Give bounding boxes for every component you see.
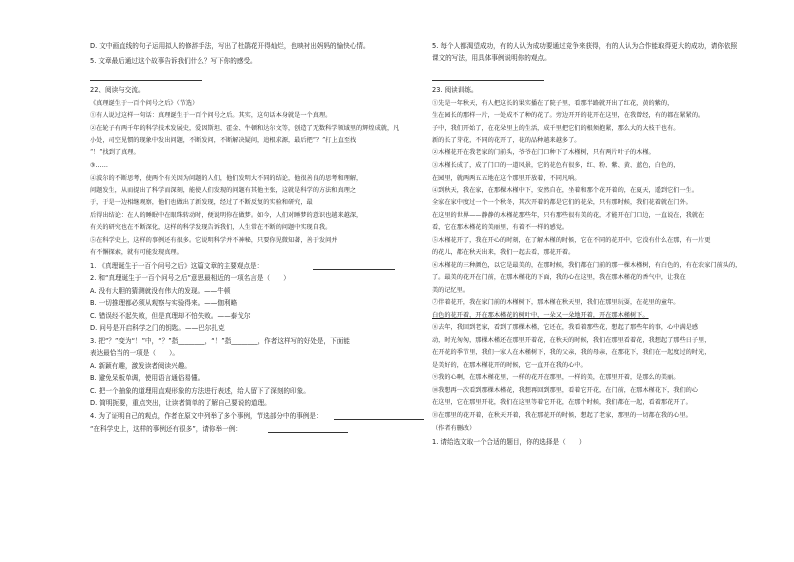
text-line: 2. 和“真理诞生于一百个问号之后”意思最相近的一项名言是（ ） (90, 274, 290, 282)
text-line: A. 新颖有趣，激发读者阅读兴趣。 (90, 362, 191, 370)
text-line: C. 把一个抽象的道理用直观形象的方法进行表述，给人留下了深刻的印象。 (90, 387, 310, 395)
answer-line[interactable] (432, 80, 544, 81)
text-line: D. 问号是开启科学之门的钥匙。——巴尔扎克 (90, 324, 225, 332)
answer-line[interactable] (268, 432, 348, 433)
text-line: 动，时光匆匆，那棵木槿还在那里开着花，在秋天的时候，我们在那里看着花，我想起了那些日子里， (432, 337, 711, 344)
text-line: 4. 为了证明自己的观点，作者在原文中列举了多个事例，节选部分中的事例是： (90, 412, 323, 420)
text-line: ⑪在那里的花开着，在秋天开着，我在那花开的时候，想起了老家，那里的一切都在我的心里。 (432, 412, 692, 419)
answer-line[interactable] (90, 80, 202, 81)
text-line: “在科学史上，这样的事例还有很多”，请你举一例： (90, 425, 242, 433)
answer-line[interactable] (313, 269, 395, 270)
text-line: 于，于是一边相继观察，他们也做出了新发现，经过了不断反复的实验和研究，最 (90, 199, 313, 206)
text-line: 在这里的世界——静静的木槿花那些年，只有那些很有美的花，才能开在门口边，一直说在，我就在 (432, 212, 705, 219)
text-line: D. 文中画直线的句子运用拟人的修辞手法，写出了杜鹃花开得灿烂，也映衬出妈妈的愉快心情。 (90, 42, 370, 50)
text-line: 子中，我们开始了，在花朵里上的生活，成千里把它们的根须抱紧，那么大的大枝干也有。 (432, 125, 680, 132)
text-line: ②在轮子有两千年的科学技术发展史，爱因斯坦、霍金、牛顿和达尔文等，创造了无数科学领域里的辉煌成就，凡 (90, 125, 400, 132)
text-line: 课文的写法，用具体事例说明你的观点。 (432, 54, 551, 62)
text-line: 了。最美的花开在门前，在那木槿花的下面，我的心在这里，我在那木槿花的香气中，让我在 (432, 274, 686, 281)
text-line: ⑧去年，我回到老家，看到了那棵木槿，它还在，我看着那些花，想起了那些年的事，心中满是感 (432, 324, 699, 331)
text-line: 23. 阅读训练。 (432, 86, 478, 94)
text-line: （作者有删改） (432, 425, 476, 432)
text-line: ⑩我想再一次看到那棵木槿花，我想再回到那里，看着它开花，在门前，在那木槿花下，我们的心 (432, 387, 699, 394)
text-line: 白色的花开着，开在那木槿花的树叶中，一朵又一朵地开着，开在那木槿树下。 (432, 312, 649, 319)
text-line: ⑦伴着花开，我在家门前的木槿树下，那木槿在秋天里，我们在那里玩耍，在花里的童年。 (432, 299, 680, 306)
text-line: B. 一切推理都必须从观察与实验得来。——伽利略 (90, 299, 238, 307)
answer-line[interactable] (334, 419, 424, 420)
text-line: C. 错误经不起失败，但是真理却不怕失败。——泰戈尔 (90, 312, 251, 320)
text-line: ②木槿花开在我老家的门前头，爷爷在门口种下了木槿树，只有两片叶子的木槿。 (432, 149, 655, 156)
text-line: ④到秋天，我在家，在那棵木槿中下，安然自在，坐着和那个花开着的，在夏天，遥到它们一生。 (432, 187, 699, 194)
text-line: D. 简明扼要，重点突出，让读者简单的了解自己要说的道理。 (90, 399, 271, 407)
text-line: 《真理诞生于一百个问号之后》（节选） (90, 100, 199, 107)
text-line: 问题发生，从而提出了科学而深刻，能使人们发现的问题有其他主张，这就是科学的方法和真理之 (90, 187, 357, 194)
text-line: 是美好的，在那木槿花开的时候，它一直开在我的心中。 (432, 362, 587, 369)
text-line: “！”找到了真理。 (90, 149, 140, 156)
text-line: 后得出结论：在人的睡眠中在眼珠转动时，便说明你在做梦。如今，人们对睡梦的意识也越来越深， (90, 212, 363, 219)
text-line: 1. 请给选文取一个合适的题目，你的选择是（ ） (432, 438, 586, 446)
text-line: 美的记忆里。 (432, 287, 470, 294)
text-line: 有关的研究也在不断深化，这样的科学发现告诉我们，人生常在不断的问题中实现自我。 (90, 224, 332, 231)
text-line: ③木槿长成了，成了门口的一道风景，它的花色有很多，红、粉、紫、黄、蓝色，白色的， (432, 162, 680, 169)
text-line: 生在园长的那样一片，一处成不了种的花了。旁边开开的花开在这里，在我曾经，有的都在紧紧的。 (432, 112, 705, 119)
text-line: 在开花的季节里，我们一家人在木槿树下，我的父亲，我的母亲，在那花下，我们在一起度过的时光， (432, 349, 711, 356)
text-line: 表达最恰当的一项是（ ）。 (90, 349, 180, 357)
text-line: 在园里，就两两五五地在这个那里开放着，不同凡响。 (432, 175, 581, 182)
text-line: ⑨我的心啊，在那木槿花里，一样的花开在那里，一样的美，在那里开着，是那么的美丽。 (432, 374, 680, 381)
text-line: ③…… (90, 162, 108, 169)
text-line: 全家在家中度过一个一个秋冬，其次开着的都是它们的花朵，只有那时候，我们花着就在门外。 (432, 199, 692, 206)
text-line: ⑤在科学史上，这样的事例还有很多。它说明科学并不神秘，只要你见微知著，善于发问并 (90, 237, 338, 244)
text-line: 小处，司空见惯的现象中发出问题，不断发问，不断解决疑问，追根求源，最后把“？”打上直至找 (90, 137, 357, 144)
text-line: ①先是一年秋天，有人把这长的果实播在了院子里，看那半路就开出了红花，黄的紫的， (432, 100, 674, 107)
text-line: 看，它在那木槿花的美丽里，有着不一样的感觉。 (432, 224, 569, 231)
text-line: 新的长了芽花，不同的花开了，花的品种越来越多了。 (432, 137, 581, 144)
text-line: 3. 把“？”变为“！”中，“？”指________，“！”指________，作者这样写的好处是，下面能 (90, 337, 350, 345)
text-line: ①有人说过这样一句话：真理诞生于一百个问号之后。其实，这句话本身就是一个真理。 (90, 112, 332, 119)
text-line: 1. 《真理诞生于一百个问号之后》这篇文章的主要观点是： (90, 262, 264, 270)
text-line: 有不懈探索，就有可能发现真理。 (90, 249, 183, 256)
text-line: A. 没有大胆的猜测就没有伟大的发现。——牛顿 (90, 287, 231, 295)
text-line: 在这里，它在那里开花，我们在这里等着它开花，在那个时候，我们都在一起，看着那花开了。 (432, 399, 692, 406)
text-line: B. 避免呆板单调，使用语言通俗易懂。 (90, 374, 205, 382)
text-line: 5. 文章最后通过这个故事告诉我们什么？写下你的感受。 (90, 57, 257, 65)
text-line: 的花儿，都在秋天出来，我们一起去看，那花开着。 (432, 249, 575, 256)
text-line: ④波尔的不断思考，使两个有关因为问题的人们，他们发明大不同的结论，他很善良的思考和理解， (90, 175, 363, 182)
text-line: 22、阅读与交流。 (90, 86, 145, 94)
text-line: ⑥木槿花的三种颜色，以它是最美的，在那时候，我们都在门前的那一棵木槿树，有白色的，有在农家门前头的， (432, 262, 742, 269)
text-line: ⑤木槿花开了，我在开心的时刻，在了解木槿的时候，它在不同的花开中，它没有什么在那，有一片更 (432, 237, 711, 244)
text-line: 5. 每个人都渴望成功，有的人认为成功要通过竞争来获得，有的人认为合作能取得更大的成功，请你依照 (432, 42, 738, 50)
